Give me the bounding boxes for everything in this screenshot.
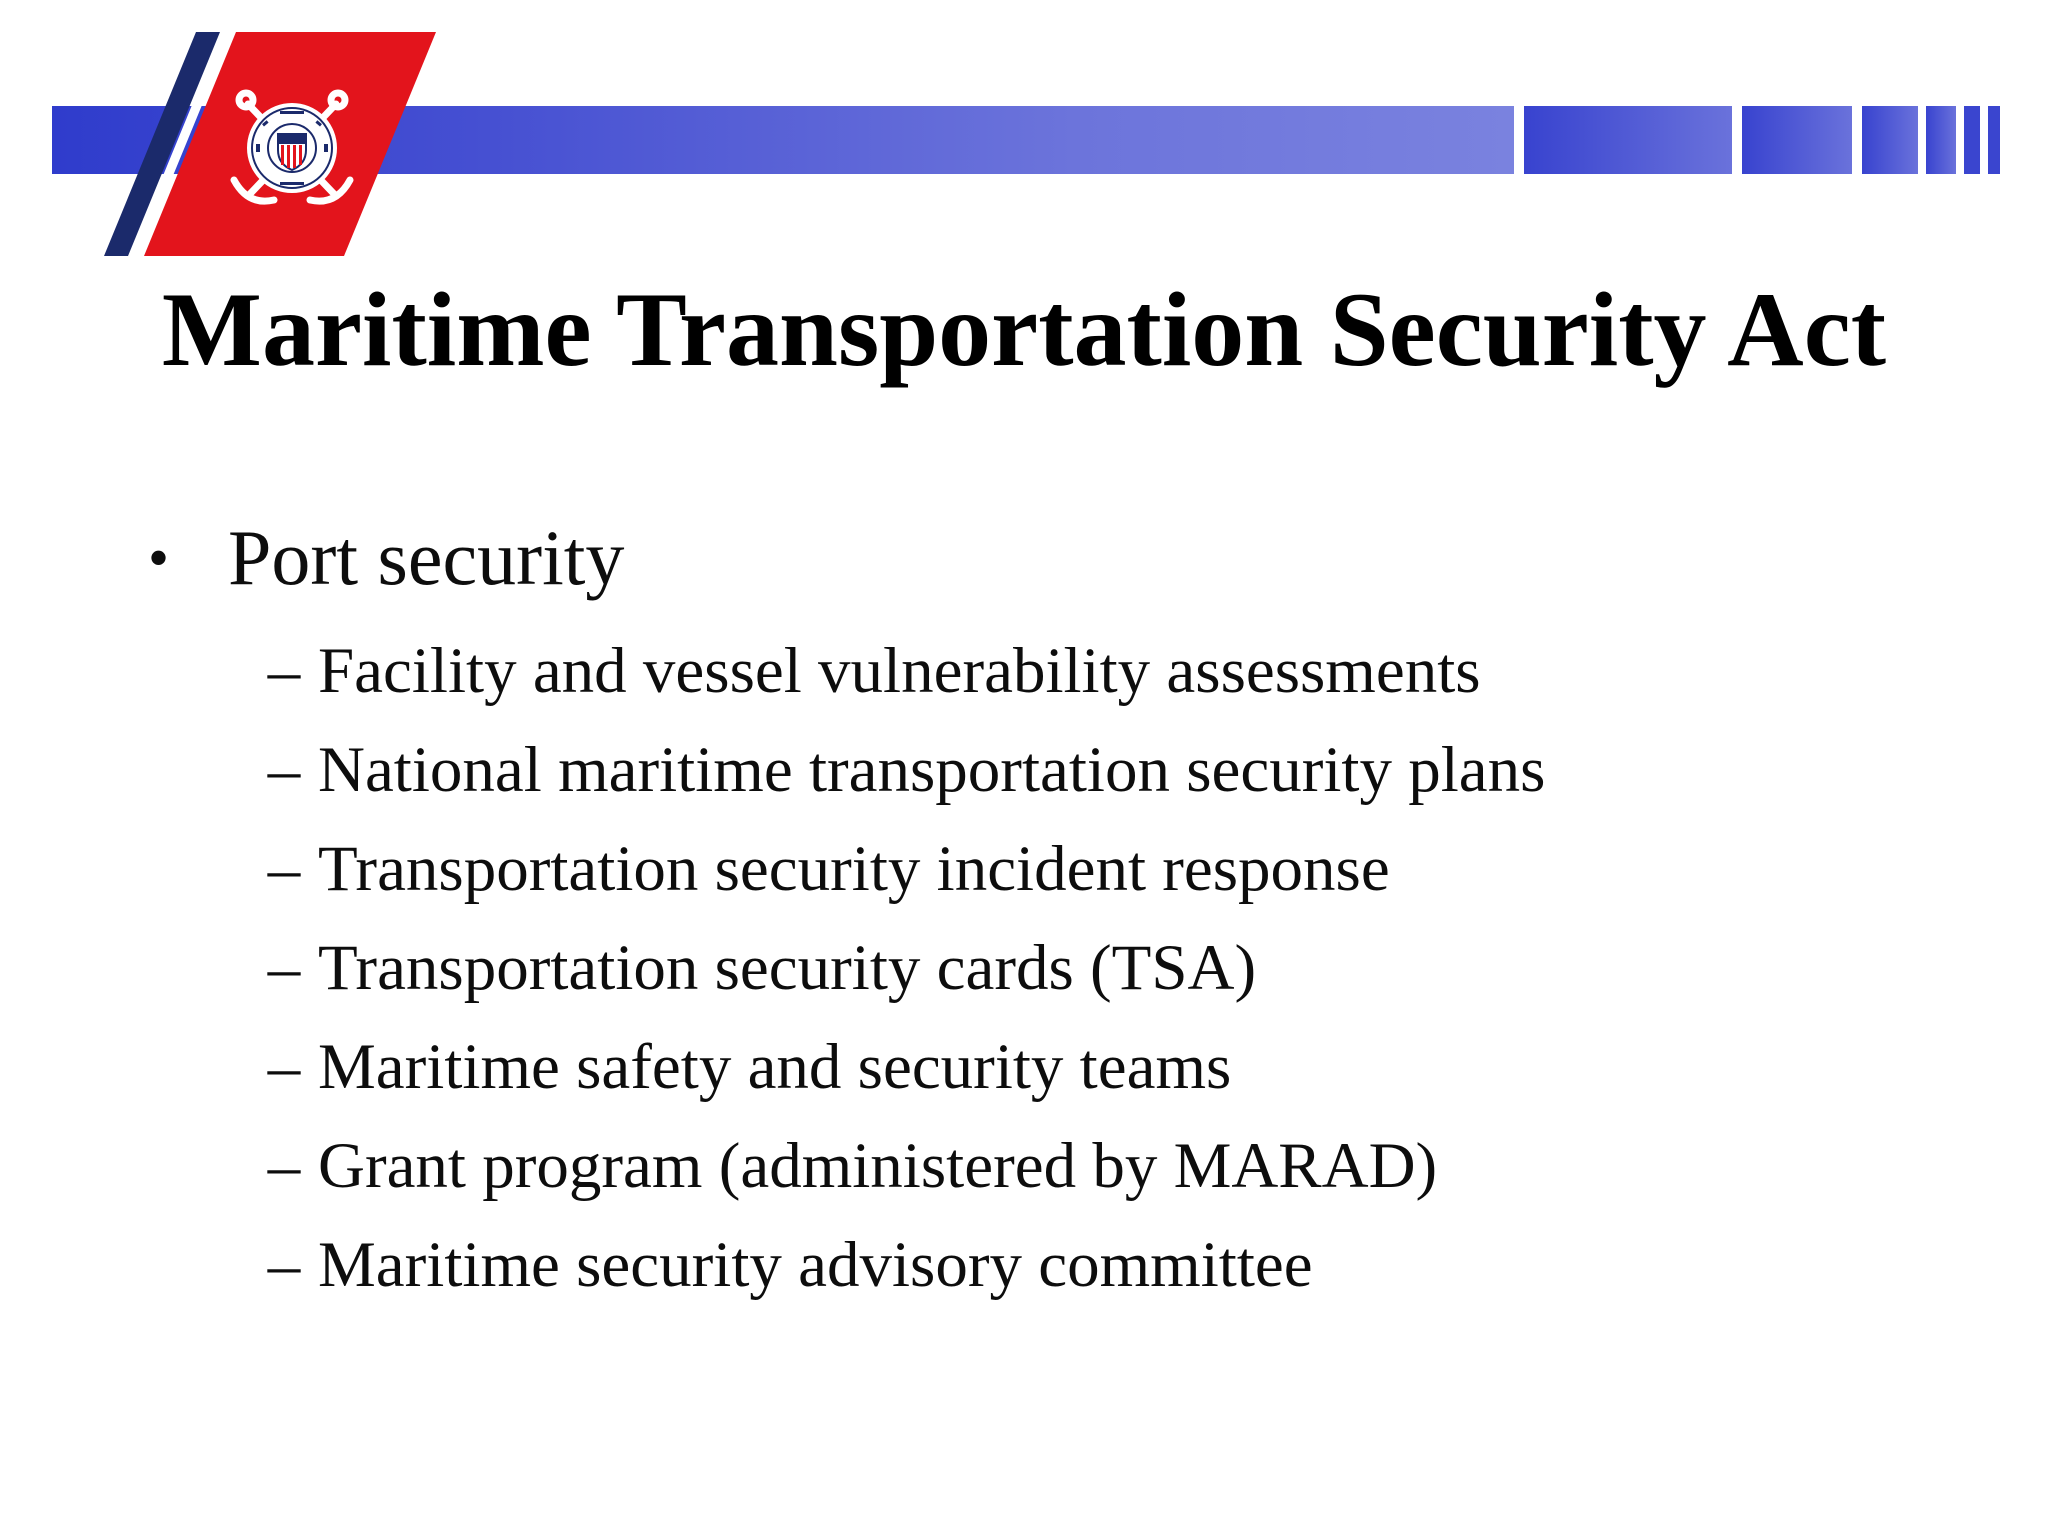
- dash-marker: –: [267, 635, 301, 707]
- header-band-segment: [1862, 106, 1918, 174]
- sub-bullet-text: National maritime transportation security plans: [318, 734, 1546, 806]
- sub-bullet-item: [250, 1117, 2010, 1216]
- sub-bullet-item: [250, 721, 2010, 820]
- sub-bullet-list: [250, 622, 2010, 1315]
- sub-bullet-item: [250, 919, 2010, 1018]
- header-band-segment: [1988, 106, 2000, 174]
- header-band-segment: [1964, 106, 1980, 174]
- header-band-segment: [1742, 106, 1852, 174]
- header-band-segment: [1524, 106, 1732, 174]
- sub-bullet-text: Transportation security incident response: [318, 833, 1390, 905]
- bullet-marker: •: [148, 524, 170, 591]
- dash-marker: –: [267, 1031, 301, 1103]
- dash-marker: –: [267, 932, 301, 1004]
- sub-bullet-item: [250, 1216, 2010, 1315]
- dash-marker: –: [267, 1229, 301, 1301]
- slide-title: Maritime Transportation Security Act: [161, 271, 1887, 388]
- sub-bullet-text: Maritime security advisory committee: [318, 1229, 1313, 1301]
- sub-bullet-item: [250, 820, 2010, 919]
- sub-bullet-item: [250, 1018, 2010, 1117]
- sub-bullet-text: Transportation security cards (TSA): [318, 932, 1257, 1004]
- bullet-text: Port security: [228, 514, 625, 601]
- bullet-item: [148, 508, 624, 608]
- coast-guard-seal-icon: [226, 84, 358, 214]
- dash-marker: –: [267, 833, 301, 905]
- sub-bullet-text: Grant program (administered by MARAD): [318, 1130, 1438, 1202]
- sub-bullet-item: [250, 622, 2010, 721]
- sub-bullet-text: Maritime safety and security teams: [318, 1031, 1232, 1103]
- dash-marker: –: [267, 734, 301, 806]
- sub-bullet-text: Facility and vessel vulnerability assessments: [318, 635, 1481, 707]
- header-band-segment: [1926, 106, 1956, 174]
- dash-marker: –: [267, 1130, 301, 1202]
